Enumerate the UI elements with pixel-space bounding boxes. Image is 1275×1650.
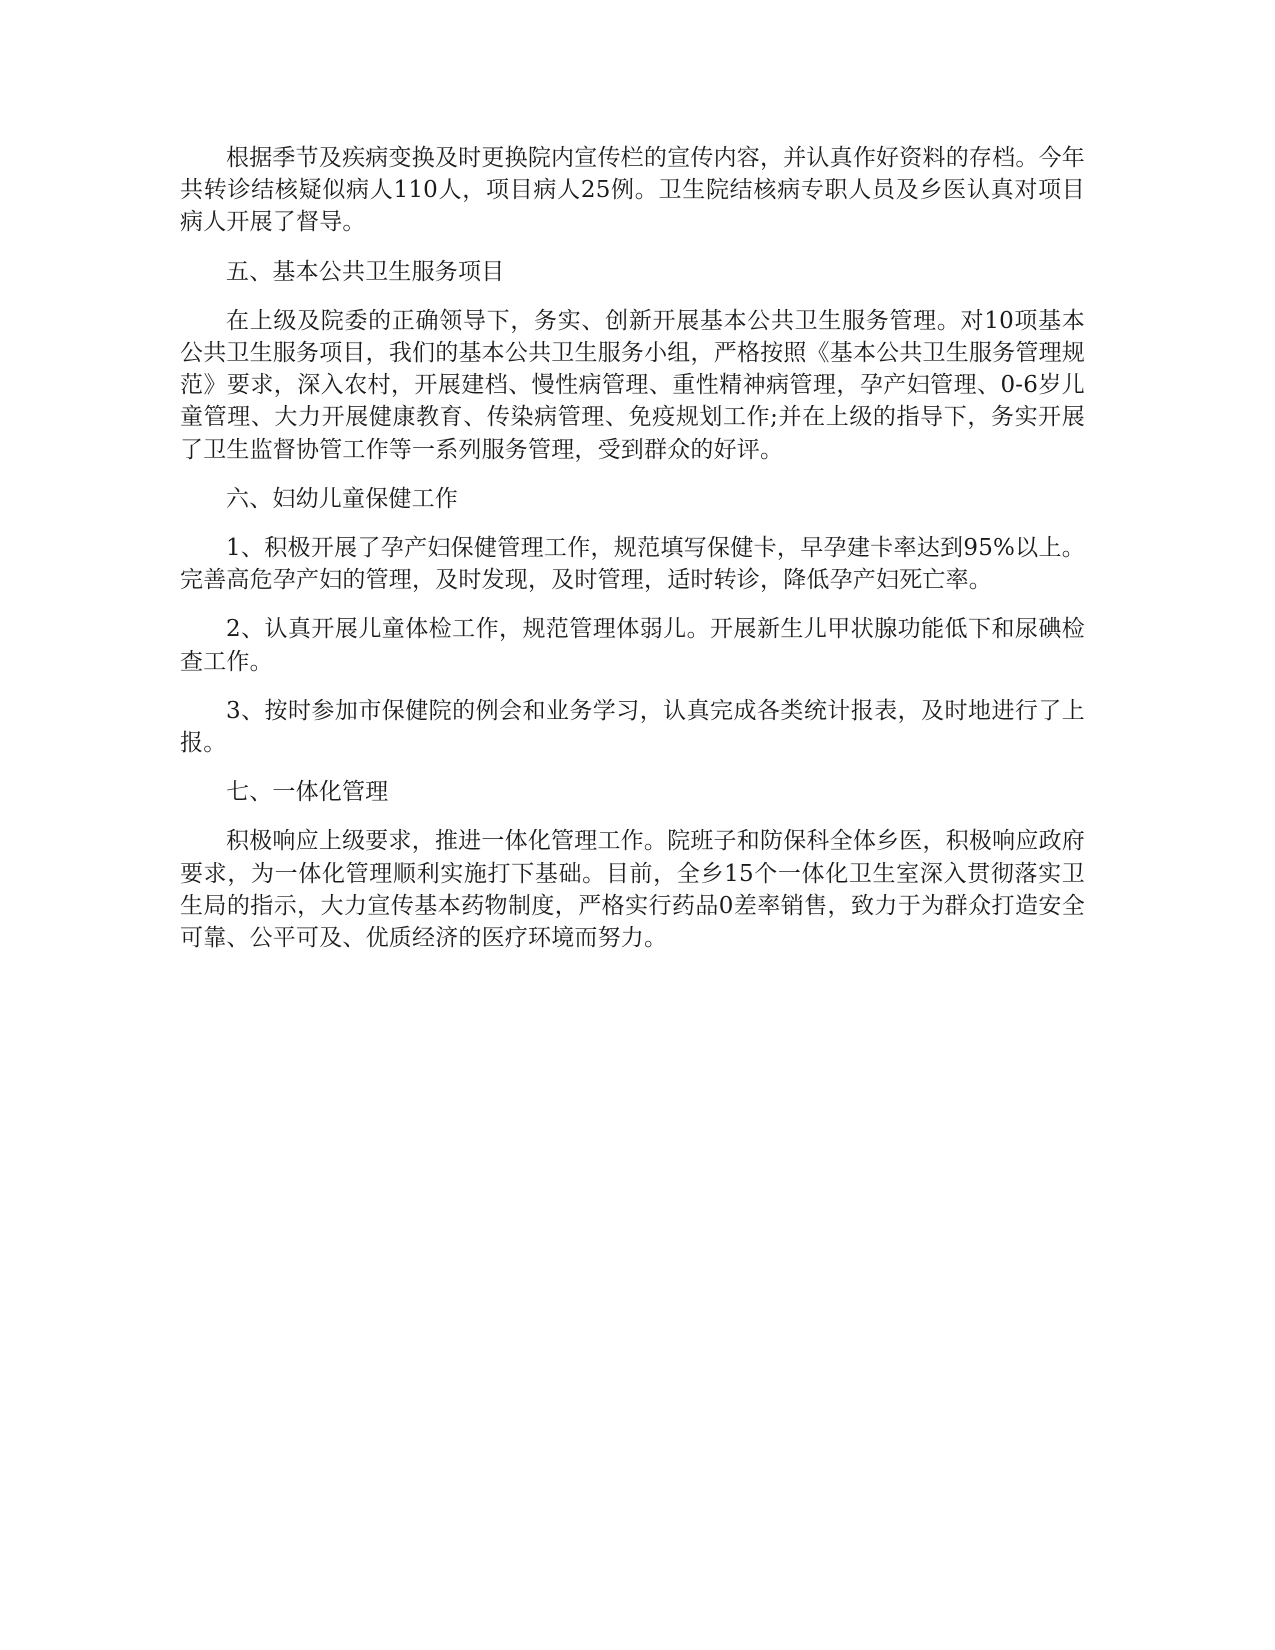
paragraph-public-health-services: 在上级及院委的正确领导下，务实、创新开展基本公共卫生服务管理。对10项基本公共卫生服务项目，我们的基本公共卫生服务小组，严格按照《基本公共卫生服务管理规范》要求，深入农村，开展建档、慢性病管理、重性精神病管理，孕产妇管理、0-6岁儿童管理、大力开展健康教育、传染病管理、免疫规划工作;并在上级的指导下，务实开展了卫生监督协管工作等一系列服务管理，受到群众的好评。 [180, 307, 1085, 463]
section-heading-integration: 七、一体化管理 [226, 779, 389, 806]
paragraph-maternal-care: 1、积极开展了孕产妇保健管理工作，规范填写保健卡，早孕建卡率达到95%以上。完善高危孕产妇的管理，及时发现，及时管理，适时转诊，降低孕产妇死亡率。 [180, 535, 1085, 594]
paragraph-child-checkup: 2、认真开展儿童体检工作，规范管理体弱儿。开展新生儿甲状腺功能低下和尿碘检查工作。 [180, 616, 1085, 675]
document-page [180, 142, 1085, 971]
section-heading-public-health: 五、基本公共卫生服务项目 [226, 258, 505, 285]
paragraph-reporting: 3、按时参加市保健院的例会和业务学习，认真完成各类统计报表，及时地进行了上报。 [180, 697, 1085, 757]
section-heading-maternal-child: 六、妇幼儿童保健工作 [226, 485, 458, 512]
paragraph-integration-management: 积极响应上级要求，推进一体化管理工作。院班子和防保科全体乡医，积极响应政府要求，为一体化管理顺利实施打下基础。目前，全乡15个一体化卫生室深入贯彻落实卫生局的指示，大力宣传基本药物制度，严格实行药品0差率销售，致力于为群众打造安全可靠、公平可及、优质经济的医疗环境而努力。 [180, 828, 1085, 952]
paragraph-tuberculosis-archive: 根据季节及疾病变换及时更换院内宣传栏的宣传内容，并认真作好资料的存档。今年共转诊结核疑似病人110人，项目病人25例。卫生院结核病专职人员及乡医认真对项目病人开展了督导。 [180, 145, 1085, 236]
